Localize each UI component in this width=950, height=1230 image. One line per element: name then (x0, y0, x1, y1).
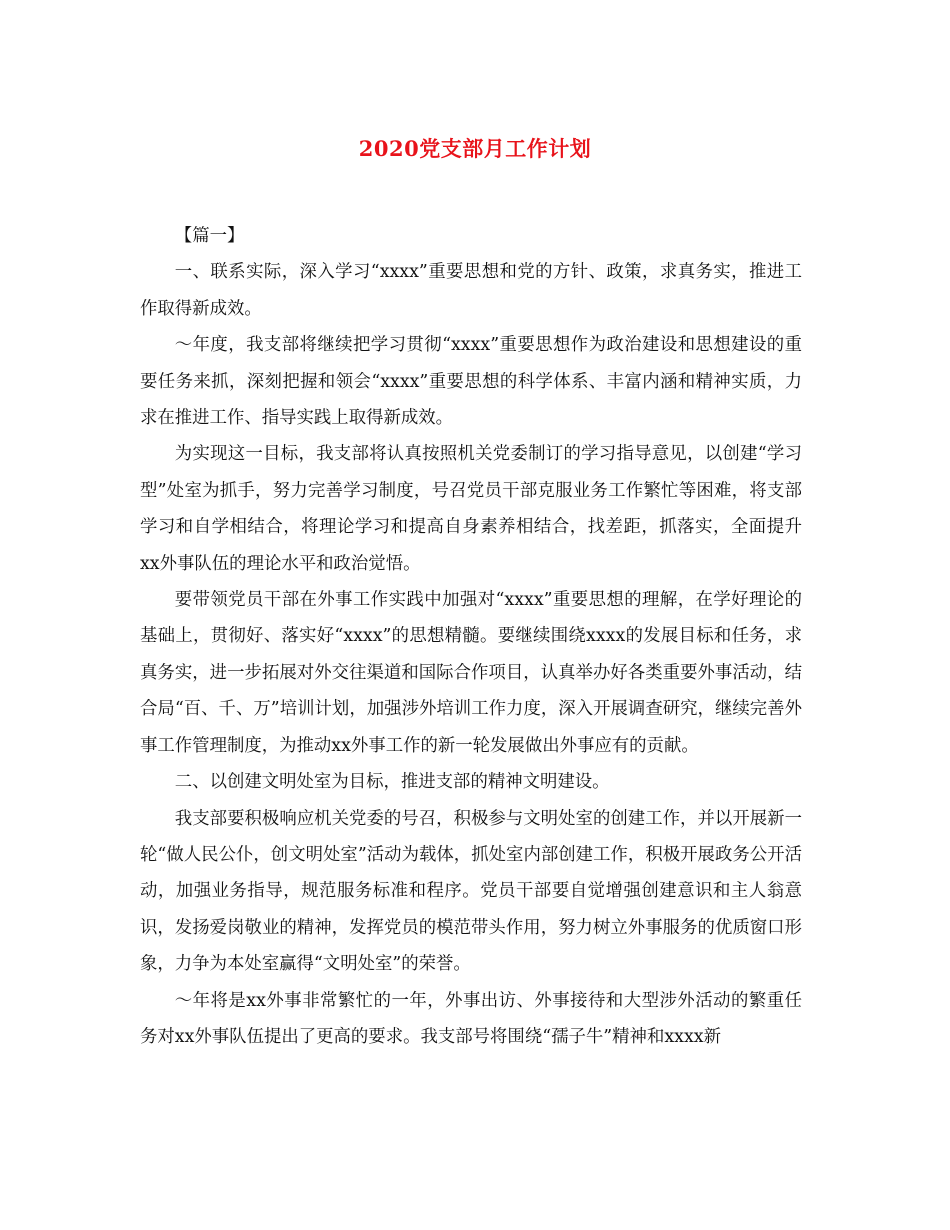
paragraph: ～年度，我支部将继续把学习贯彻“xxxx”重要思想作为政治建设和思想建设的重要任务来抓，深刻把握和领会“xxxx”重要思想的科学体系、丰富内涵和精神实质，力求在推进工作、指导实践上取得新成效。 (140, 335, 802, 429)
paragraph: 要带领党员干部在外事工作实践中加强对“xxxx”重要思想的理解，在学好理论的基础上，贯彻好、落实好“xxxx”的思想精髓。要继续围绕xxxx的发展目标和任务，求真务实，进一步拓展对外交往渠道和国际合作项目，认真举办好各类重要外事活动，结合局“百、千、万”培训计划，加强涉外培训工作力度，深入开展调查研究，继续完善外事工作管理制度，为推动xx外事工作的新一轮发展做出外事应有的贡献。 (140, 590, 802, 756)
paragraph: ～年将是xx外事非常繁忙的一年，外事出访、外事接待和大型涉外活动的繁重任务对xx外事队伍提出了更高的要求。我支部号将围绕“孺子牛”精神和xxxx新 (140, 990, 802, 1047)
paragraph: 二、以创建文明处室为目标，推进支部的精神文明建设。 (174, 772, 610, 793)
section-heading: 【篇一】 (174, 226, 245, 246)
paragraph: 我支部要积极响应机关党委的号召，积极参与文明处室的创建工作，并以开展新一轮“做人民公仆，创文明处室”活动为载体，抓处室内部创建工作，积极开展政务公开活动，加强业务指导，规范服务标准和程序。党员干部要自觉增强创建意识和主人翁意识，发扬爱岗敬业的精神，发挥党员的模范带头作用，努力树立外事服务的优质窗口形象，力争为本处室赢得“文明处室”的荣誉。 (140, 808, 802, 975)
paragraph: 一、联系实际，深入学习“xxxx”重要思想和党的方针、政策，求真务实，推进工作取得新成效。 (140, 262, 802, 319)
paragraph: 为实现这一目标，我支部将认真按照机关党委制订的学习指导意见，以创建“学习型”处室为抓手，努力完善学习制度，号召党员干部克服业务工作繁忙等困难，将支部学习和自学相结合，将理论学习和提高自身素养相结合，找差距，抓落实，全面提升xx外事队伍的理论水平和政治觉悟。 (140, 444, 802, 574)
document-body (140, 218, 802, 1055)
document-title: 2020党支部月工作计划 (358, 136, 592, 161)
